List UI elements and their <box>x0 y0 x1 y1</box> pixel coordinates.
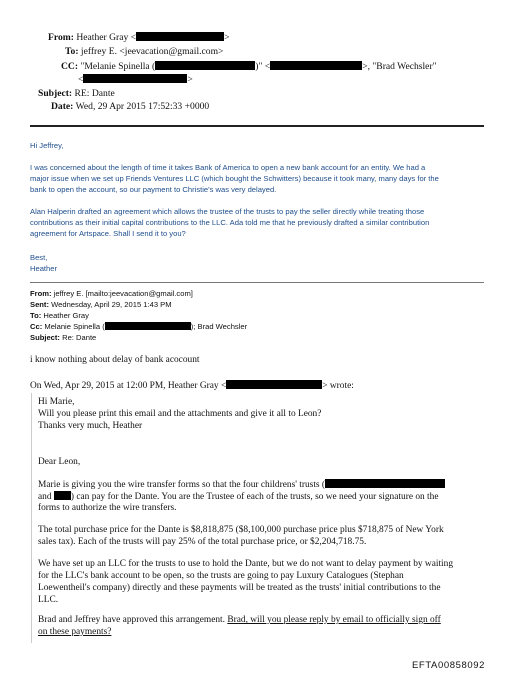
header-subject-row <box>38 88 115 100</box>
reply-paragraph-2-line-3: agreement for Artspace. Shall I send it to you? <box>30 229 186 238</box>
header-to-label: To: <box>65 46 79 57</box>
reply-signature: Heather <box>30 264 58 273</box>
quoted-sent-value: Wednesday, April 29, 2015 1:43 PM <box>51 300 172 309</box>
quoted-p3-line-4: LLC. <box>38 595 59 605</box>
on-wrote-line <box>30 380 354 393</box>
quoted-to-row <box>30 310 89 321</box>
quoted-p4-line-1-a: Brad and Jeffrey have approved this arrangement. <box>38 615 225 625</box>
quoted-p3-line-1: We have set up an LLC for the trusts to use to hold the Dante, but we do not want to delay payment by waiting <box>38 559 454 569</box>
on-wrote-prefix: On Wed, Apr 29, 2015 at 12:00 PM, Heather Gray < <box>30 381 227 391</box>
quoted-subject-label: Subject: <box>30 333 60 342</box>
reply-paragraph-1-line-3: bank to open the account, so our payment to Christie's was very delayed. <box>30 185 277 194</box>
quoted-dear: Dear Leon, <box>38 457 81 467</box>
redaction-bar <box>226 380 322 389</box>
quoted-from-row <box>30 288 193 299</box>
header-from-close: > <box>224 32 230 43</box>
quoted-p1-line-2-a: and <box>38 492 52 502</box>
quoted-p1-line-1 <box>38 479 445 492</box>
header-date-value: Wed, 29 Apr 2015 17:52:33 +0000 <box>75 101 210 112</box>
header-cc-label: CC: <box>61 61 79 72</box>
header-from-label: From: <box>48 32 74 43</box>
quoted-cc-value-1: Melanie Spinella ( <box>44 322 105 331</box>
reply-paragraph-2-line-1: Alan Halperin drafted an agreement which allows the trustee of the trusts to pay the seller directly while treating those <box>30 207 425 216</box>
header-to-row <box>65 46 223 58</box>
header-subject-label: Subject: <box>38 88 73 99</box>
on-wrote-suffix: > wrote: <box>322 381 354 391</box>
redaction-bar <box>155 61 255 70</box>
quoted-cc-row <box>30 321 247 332</box>
redaction-bar <box>83 74 187 83</box>
quoted-sent-label: Sent: <box>30 300 49 309</box>
header-from-row <box>48 32 230 44</box>
header-cc-value-3: >, "Brad Wechsler" <box>362 61 437 72</box>
quote-bar <box>31 393 32 643</box>
quoted-from-label: From: <box>30 289 52 298</box>
quoted-p1-line-3: forms to authorize the wire transfers. <box>38 503 177 513</box>
quoted-p3-line-2: for the LLC's bank account to be open, so the trusts are going to pay Luxury Catalogues (Stephan <box>38 571 404 581</box>
quoted-hi: Hi Marie, <box>38 397 75 407</box>
quoted-p1-line-2 <box>38 491 439 504</box>
reply-paragraph-1-line-1: I was concerned about the length of time it takes Bank of America to open a new bank account for an entity. We had a <box>30 163 426 172</box>
header-divider <box>30 125 484 127</box>
quoted-ask: Will you please print this email and the attachments and give it all to Leon? <box>38 409 322 419</box>
header-cc-value-2: )" < <box>255 61 271 72</box>
quoted-p2-line-2: sales tax). Each of the trusts will pay 25% of the total purchase price, or $2,204,718.75. <box>38 537 367 547</box>
header-subject-value: RE: Dante <box>74 88 115 99</box>
quoted-to-value: Heather Gray <box>43 311 89 320</box>
redaction-bar <box>325 479 445 488</box>
quoted-subject-row <box>30 332 96 343</box>
document-id: EFTA00858092 <box>412 660 486 671</box>
header-date-row <box>51 101 209 113</box>
header-cc-value-1: "Melanie Spinella ( <box>80 61 156 72</box>
redaction-bar <box>136 32 224 41</box>
header-to-value: jeffrey E. <jeevacation@gmail.com> <box>80 46 224 57</box>
jeffrey-message: i know nothing about delay of bank acocount <box>30 355 200 365</box>
redaction-bar <box>270 61 362 70</box>
header-cc-line2-close: > <box>187 74 193 85</box>
quoted-from-value: jeffrey E. [mailto:jeevacation@gmail.com] <box>53 289 193 298</box>
quoted-p1-line-2-b: ) can pay for the Dante. You are the Trustee of each of the trusts, so we need your signature on the <box>70 492 439 502</box>
redaction-bar <box>105 322 191 330</box>
quoted-sent-row <box>30 299 172 310</box>
quoted-p3-line-3: Loewentheil's company) directly and these payments will be treated as the trusts' initial contributions to the <box>38 583 441 593</box>
reply-paragraph-1-line-2: major issue when we set up Friends Ventures LLC (which bought the Schwitters) because it took many, many days for the <box>30 174 439 183</box>
quoted-p2-line-1: The total purchase price for the Dante is $8,818,875 ($8,100,000 purchase price plus $718,875 of New York <box>38 525 444 535</box>
quoted-cc-value-2: ); Brad Wechsler <box>190 322 248 331</box>
quoted-p4-line-2: on these payments? <box>38 627 112 637</box>
header-cc-line2-open: < <box>78 74 84 85</box>
reply-paragraph-2-line-2: contributions as their initial capital contributions to the LLC. Ada told me that he previously drafted a similar contribution <box>30 218 430 227</box>
quoted-subject-value: Re: Dante <box>62 333 97 342</box>
quoted-p4-line-1-b: Brad, will you please reply by email to officially sign off <box>227 615 441 625</box>
header-from-value: Heather Gray < <box>76 32 137 43</box>
quoted-p1-line-1-text: Marie is giving you the wire transfer forms so that the four childrens' trusts ( <box>38 480 326 490</box>
header-date-label: Date: <box>51 101 74 112</box>
quoted-cc-label: Cc: <box>30 322 43 331</box>
reply-greeting: Hi Jeffrey, <box>30 141 64 150</box>
header-cc-row-2 <box>78 74 193 86</box>
quoted-p4-line-1 <box>38 615 441 627</box>
quoted-to-label: To: <box>30 311 42 320</box>
quoted-thanks: Thanks very much, Heather <box>38 421 143 431</box>
header-cc-row <box>61 61 437 73</box>
quoted-divider <box>30 282 484 283</box>
redaction-bar <box>54 491 71 500</box>
reply-closing: Best, <box>30 253 48 262</box>
